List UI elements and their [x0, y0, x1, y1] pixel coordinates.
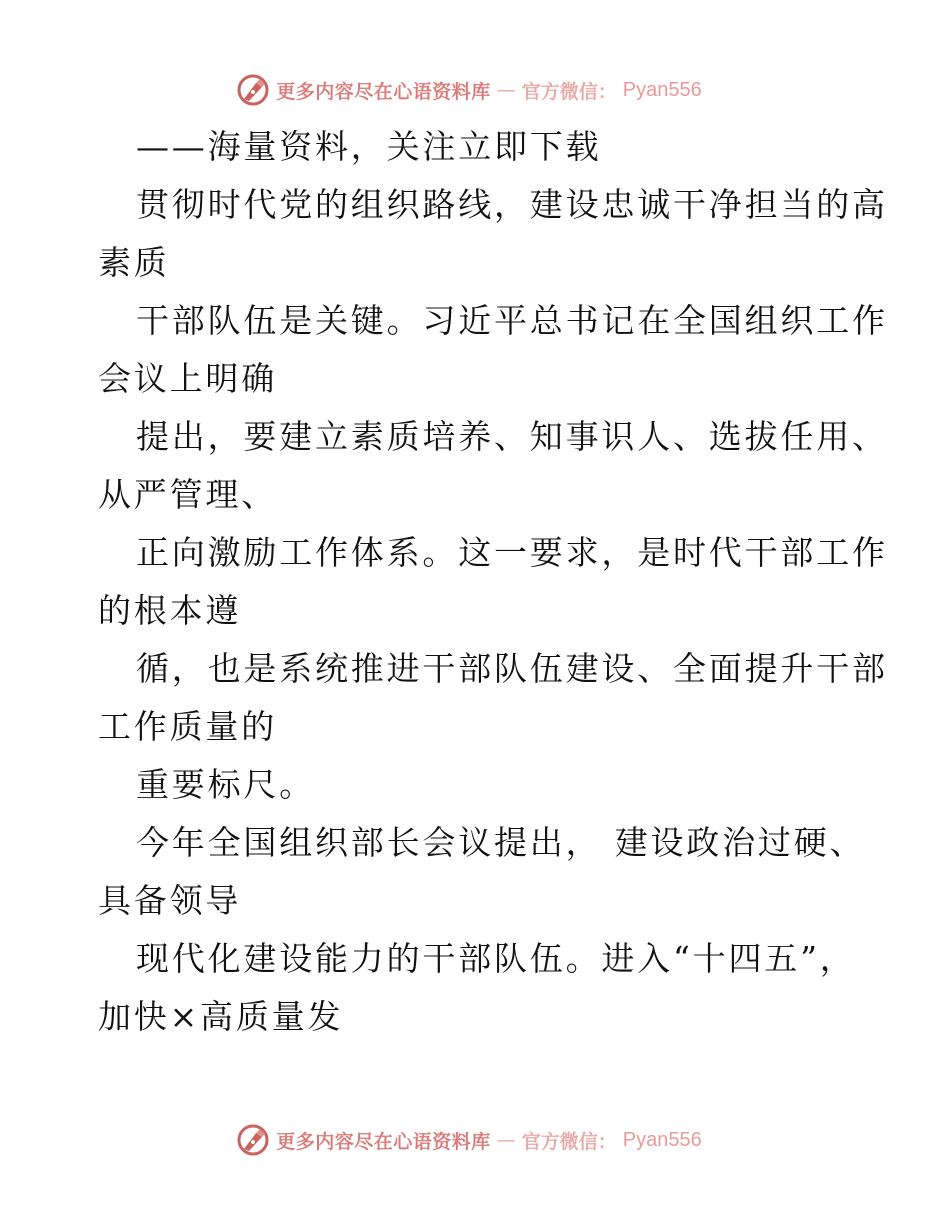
body-line: 的根本遵 — [98, 591, 242, 630]
pen-nib-logo-icon — [236, 1123, 270, 1157]
body-line: 干部队伍是关键。习近平总书记在全国组织工作 — [136, 301, 888, 340]
body-line: 素质 — [98, 243, 170, 282]
body-line: 重要标尺。 — [136, 765, 315, 804]
pen-nib-logo-icon — [236, 73, 270, 107]
body-line: 具备领导 — [98, 881, 242, 920]
banner-wechat-label: 官方微信： — [521, 80, 617, 103]
body-line: 贯彻时代党的组织路线，建设忠诚干净担当的高 — [136, 185, 888, 224]
body-line: ——海量资料，关注立即下载 — [136, 127, 602, 166]
body-line: 加快×高质量发 — [98, 997, 344, 1036]
header-banner — [0, 70, 950, 110]
banner-title: 更多内容尽在心语资料库 — [276, 1130, 491, 1153]
body-line: 工作质量的 — [98, 707, 277, 746]
document-body — [98, 118, 888, 1046]
body-line: 提出，要建立素质培养、知事识人、选拔任用、 — [136, 417, 888, 456]
body-line: 从严管理、 — [98, 475, 277, 514]
footer-banner-content — [236, 1123, 702, 1157]
banner-title: 更多内容尽在心语资料库 — [276, 80, 491, 103]
header-banner-content — [236, 73, 702, 107]
banner-wechat-id: Pyan556 — [622, 78, 702, 101]
banner-dash: — — [496, 1129, 516, 1151]
banner-dash: — — [496, 79, 516, 101]
body-line: 正向激励工作体系。这一要求，是时代干部工作 — [136, 533, 888, 572]
banner-wechat-label: 官方微信： — [521, 1130, 617, 1153]
body-line: 现代化建设能力的干部队伍。进入“十四五”， — [136, 939, 856, 978]
body-line: 会议上明确 — [98, 359, 277, 398]
body-line: 今年全国组织部长会议提出， 建设政治过硬、 — [136, 823, 866, 862]
footer-banner — [0, 1120, 950, 1160]
body-line: 循，也是系统推进干部队伍建设、全面提升干部 — [136, 649, 888, 688]
banner-wechat-id: Pyan556 — [622, 1128, 702, 1151]
